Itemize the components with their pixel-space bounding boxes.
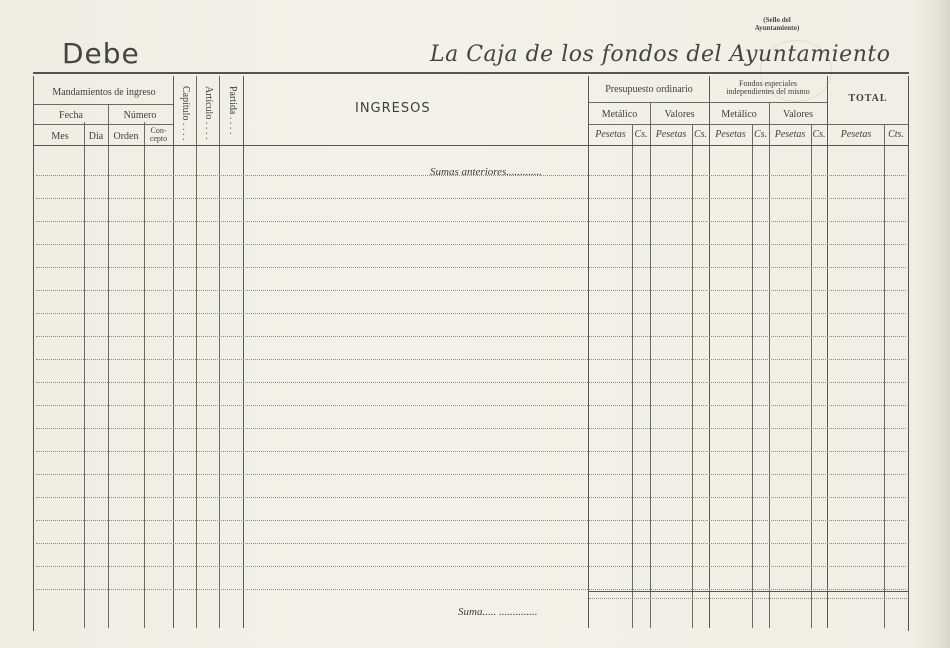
ledger-row-line: [36, 451, 906, 452]
header-pesetas-1: Pesetas: [595, 129, 626, 140]
ledger-row-line: [36, 336, 906, 337]
ledger-row-line: [36, 382, 906, 383]
ledger-table-frame: [33, 76, 909, 631]
rule-metalico-valores-1: [650, 102, 651, 628]
rule-total-pesetas-cts: [884, 124, 885, 628]
rule-capitulo-end: [196, 76, 197, 628]
ledger-row-line: [36, 405, 906, 406]
header-presupuesto: Presupuesto ordinario: [605, 84, 693, 95]
header-metalico-1: Metálico: [601, 109, 638, 120]
header-orden: Orden: [113, 131, 139, 142]
ledger-row-line: [36, 497, 906, 498]
ledger-row-line: [36, 520, 906, 521]
seal-line-2: Ayuntamiento): [754, 24, 800, 32]
seal-caption: [742, 16, 812, 32]
rule-pesetas-cs-4: [811, 124, 812, 628]
top-rule: [33, 72, 909, 74]
header-pesetas-2: Pesetas: [655, 129, 687, 140]
header-cs-1: Cs.: [634, 129, 648, 140]
rule-partida-end: [243, 76, 244, 628]
ledger-row-line: [36, 198, 906, 199]
header-partida: Partida . . . .: [227, 86, 238, 135]
header-mes: Mes: [51, 131, 69, 142]
ledger-row-line: [589, 598, 907, 599]
rule-metalico-valores-2: [769, 102, 770, 628]
header-metalico-2: Metálico: [721, 109, 757, 120]
header-total: TOTAL: [848, 93, 888, 104]
rule-under-mandamientos: [34, 104, 173, 105]
row-sumas-anteriores: Sumas anteriores.............: [430, 166, 543, 178]
ledger-row-line: [36, 589, 906, 590]
header-cts-total: Cts.: [888, 129, 904, 140]
header-dia: Día: [88, 131, 104, 142]
header-fondos-line1: Fondos especiales: [739, 79, 797, 88]
header-ingresos: INGRESOS: [355, 101, 431, 116]
ledger-row-line: [36, 474, 906, 475]
header-cs-3: Cs.: [753, 129, 768, 140]
ledger-row-line: [36, 543, 906, 544]
header-concepto: [144, 127, 173, 143]
header-fondos-line2: independientes del mismo: [726, 87, 810, 96]
header-concepto-line2: cepto: [149, 134, 168, 143]
ledger-row-line: [36, 566, 906, 567]
ledger-row-line: [36, 267, 906, 268]
page-title-left: Debe: [62, 37, 140, 70]
rule-dia-orden: [108, 104, 109, 628]
ledger-row-line: [36, 290, 906, 291]
header-mandamientos: Mandamientos de ingreso: [52, 87, 156, 98]
ledger-row-line: [36, 175, 906, 176]
rule-pesetas-cs-1: [632, 124, 633, 628]
header-cs-2: Cs.: [693, 129, 708, 140]
rule-pesetas-cs-3: [752, 124, 753, 628]
rule-mandamientos-end: [173, 76, 174, 628]
row-suma: Suma..... ..............: [458, 606, 538, 618]
rule-presupuesto-end: [709, 76, 710, 628]
header-valores-2: Valores: [783, 109, 813, 120]
rule-under-fecha: [34, 124, 173, 125]
seal-line-1: (Sello del: [763, 16, 791, 24]
rule-ingresos-end: [588, 76, 589, 628]
header-pesetas-4: Pesetas: [774, 129, 806, 140]
rule-fondos-end: [827, 76, 828, 628]
rule-articulo-end: [219, 76, 220, 628]
ledger-row-line: [36, 313, 906, 314]
header-pesetas-total: Pesetas: [840, 129, 872, 140]
header-fecha: Fecha: [59, 110, 83, 121]
ledger-row-line: [36, 359, 906, 360]
rule-header-bottom: [34, 145, 908, 146]
rule-pesetas-cs-2: [692, 124, 693, 628]
header-valores-1: Valores: [664, 109, 695, 120]
rule-under-metalico: [589, 124, 908, 125]
page-edge-shadow: [912, 0, 950, 648]
header-pesetas-3: Pesetas: [715, 129, 746, 140]
ledger-row-line: [36, 428, 906, 429]
ledger-row-line: [36, 244, 906, 245]
header-concepto-line1: Con-: [150, 126, 167, 135]
rule-under-presupuesto: [589, 102, 827, 103]
header-numero: Número: [123, 110, 157, 121]
rule-suma-top: [589, 591, 908, 592]
page-title-right: La Caja de los fondos del Ayuntamiento: [430, 42, 891, 67]
header-capitulo: Capítulo . . . .: [180, 86, 191, 141]
header-articulo: Artículo . . . .: [203, 86, 214, 140]
header-cs-4: Cs.: [812, 129, 826, 140]
ledger-row-line: [36, 221, 906, 222]
header-fondos: [709, 80, 827, 96]
